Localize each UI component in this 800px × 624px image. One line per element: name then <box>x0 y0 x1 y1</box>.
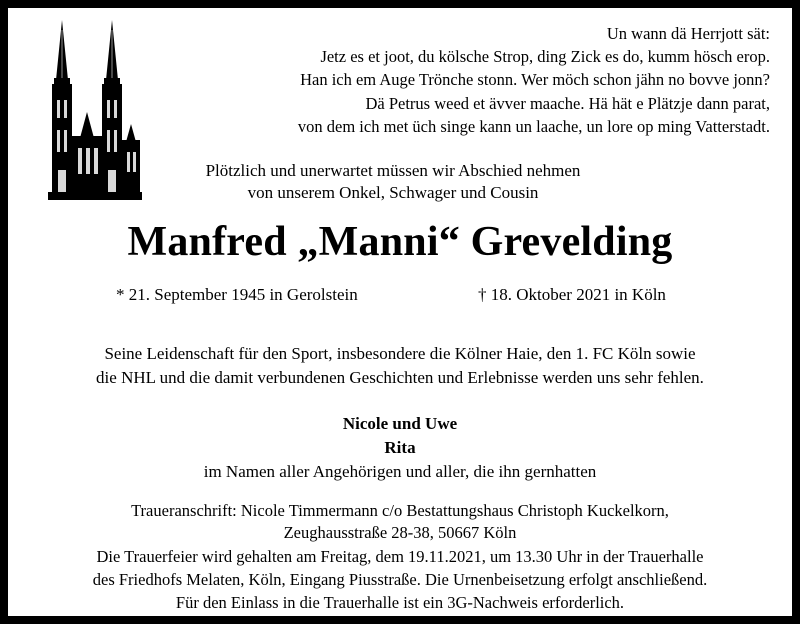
passion-line: die NHL und die damit verbundenen Geschichten und Erlebnisse werden uns sehr fehlen. <box>96 367 704 387</box>
intro-text <box>138 160 648 204</box>
intro-line: Plötzlich und unerwartet müssen wir Abschied nehmen <box>205 161 581 180</box>
signer-note: im Namen aller Angehörigen und aller, die ihn gernhatten <box>203 462 597 481</box>
deceased-name: Manfred „Manni“ Grevelding <box>127 219 673 265</box>
passion-line: Seine Leidenschaft für den Sport, insbesondere die Kölner Haie, den 1. FC Köln sowie <box>104 344 696 363</box>
poem-line: von dem ich met üch singe kann un laache, un lore op ming Vatterstadt. <box>297 116 770 136</box>
intro-line: von unserem Onkel, Schwager und Cousin <box>247 183 539 202</box>
ceremony-line: des Friedhofs Melaten, Köln, Eingang Piusstraße. Die Urnenbeisetzung erfolgt anschließend. <box>92 570 708 589</box>
poem-line: Dä Petrus weed et ävver maache. Hä hät e Plätzje dann parat, <box>365 93 770 113</box>
poem-line: Han ich em Auge Trönche stonn. Wer möch schon jähn no bovve jonn? <box>300 70 770 90</box>
cologne-cathedral-icon <box>46 20 146 200</box>
address-line: Traueranschrift: Nicole Timmermann c/o Bestattungshaus Christoph Kuckelkorn, <box>131 501 669 520</box>
signers <box>8 412 792 484</box>
death-date: † 18. Oktober 2021 in Köln <box>478 285 666 304</box>
ceremony-info <box>8 545 792 614</box>
ceremony-line: Für den Einlass in die Trauerhalle ist ein 3G-Nachweis erforderlich. <box>175 593 625 612</box>
signer-names: Rita <box>384 438 416 457</box>
address-line: Zeughausstraße 28-38, 50667 Köln <box>283 523 517 542</box>
poem <box>150 22 770 138</box>
signer-names: Nicole und Uwe <box>342 414 458 433</box>
passion-text <box>8 342 792 389</box>
poem-line: Un wann dä Herrjott sät: <box>606 24 770 43</box>
mourning-address <box>8 500 792 544</box>
birth-date: * 21. September 1945 in Gerolstein <box>116 285 358 304</box>
poem-line: Jetz es et joot, du kölsche Strop, ding Zick es do, kumm hösch erop. <box>320 47 770 67</box>
ceremony-line: Die Trauerfeier wird gehalten am Freitag, dem 19.11.2021, um 13.30 Uhr in der Trauerhalle <box>96 547 704 566</box>
